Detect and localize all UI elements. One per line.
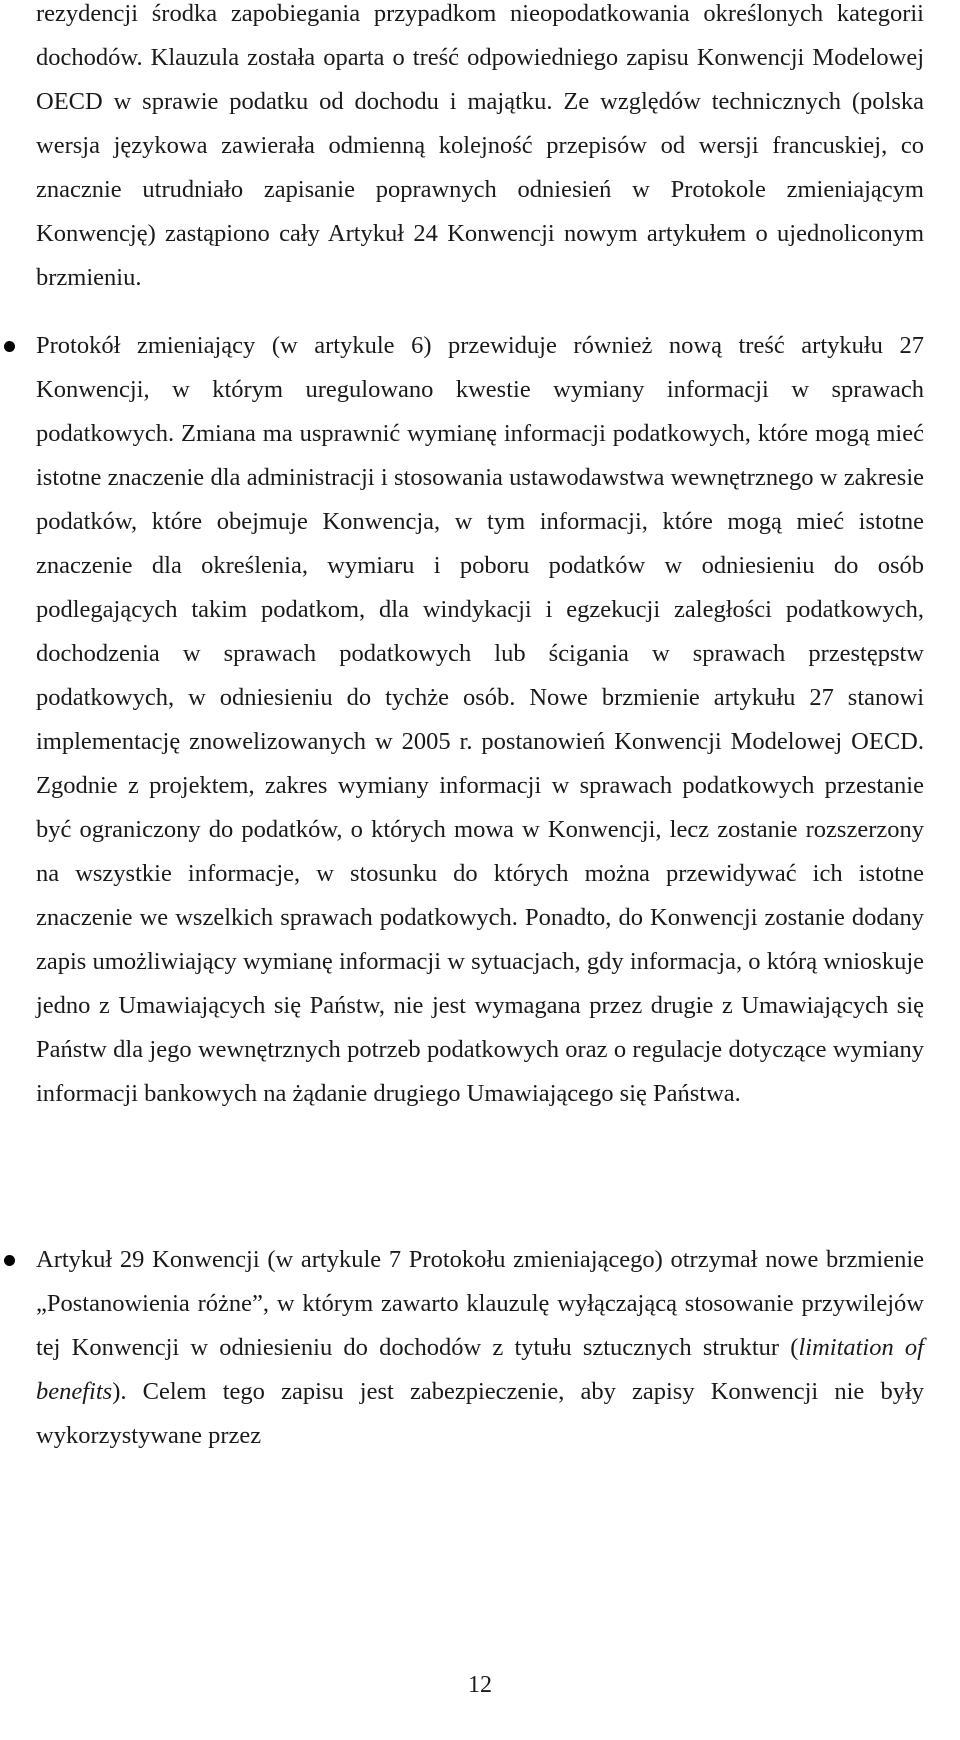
page-number: 12 bbox=[468, 1672, 492, 1698]
list-item-text-end: ). Celem tego zapisu jest zabezpieczenie, aby zapisy Konwencji nie były wykorzystywane przez bbox=[36, 1378, 924, 1449]
bullet-icon bbox=[4, 341, 15, 352]
bullet-icon bbox=[4, 1255, 15, 1266]
list-item-text: Protokół zmieniający (w artykule 6) przewiduje również nową treść artykułu 27 Konwencji, w którym uregulowano kwestie wymiany informacji w sprawach podatkowych. Zmiana ma usprawnić wymianę informacji podatkowych, które mogą mieć istotne znaczenie dla administracji i stosowania ustawodawstwa wewnętrznego w zakresie podatków, które obejmuje Konwencja, w tym informacji, które mogą mieć istotne znaczenie dla określenia, wymiaru i poboru podatków w odniesieniu do osób podlegających takim podatkom, dla windykacji i egzekucji zaległości podatkowych, dochodzenia w sprawach podatkowych lub ścigania w sprawach przestępstw podatkowych, w odniesieniu do tychże osób. Nowe brzmienie artykułu 27 stanowi implementację znowelizowanych w 2005 r. postanowień Konwencji Modelowej OECD. Zgodnie z projektem, zakres wymiany informacji w sprawach podatkowych przestanie być ograniczony do podatków, o których mowa w Konwencji, lecz zostanie rozszerzony na wszystkie informacje, w stosunku do których można przewidywać ich istotne znaczenie we wszelkich sprawach podatkowych. Ponadto, do Konwencji zostanie dodany zapis umożliwiający wymianę informacji w sytuacjach, gdy informacja, o którą wnioskuje jedno z Umawiających się Państw, nie jest wymagana przez drugie z Umawiających się Państw dla jego wewnętrznych potrzeb podatkowych oraz o regulacje dotyczące wymiany informacji bankowych na żądanie drugiego Umawiającego się Państwa. bbox=[36, 332, 924, 1107]
list-item-text bbox=[36, 1238, 924, 1458]
list-item-text-italic: limitation of benefits bbox=[36, 1334, 924, 1405]
list-item-text-start: Artykuł 29 Konwencji (w artykule 7 Protokołu zmieniającego) otrzymał nowe brzmienie „Postanowienia różne”, w którym zawarto klauzulę wyłączającą stosowanie przywilejów tej Konwencji w odniesieniu do dochodów z tytułu sztucznych struktur ( bbox=[36, 1246, 924, 1361]
continuation-paragraph: rezydencji środka zapobiegania przypadkom nieopodatkowania określonych kategorii dochodów. Klauzula została oparta o treść odpowiedniego zapisu Konwencji Modelowej OECD w sprawie podatku od dochodu i majątku. Ze względów technicznych (polska wersja językowa zawierała odmienną kolejność przepisów od wersji francuskiej, co znacznie utrudniało zapisanie poprawnych odniesień w Protokole zmieniającym Konwencję) zastąpiono cały Artykuł 24 Konwencji nowym artykułem o ujednoliconym brzmieniu. bbox=[36, 0, 924, 291]
